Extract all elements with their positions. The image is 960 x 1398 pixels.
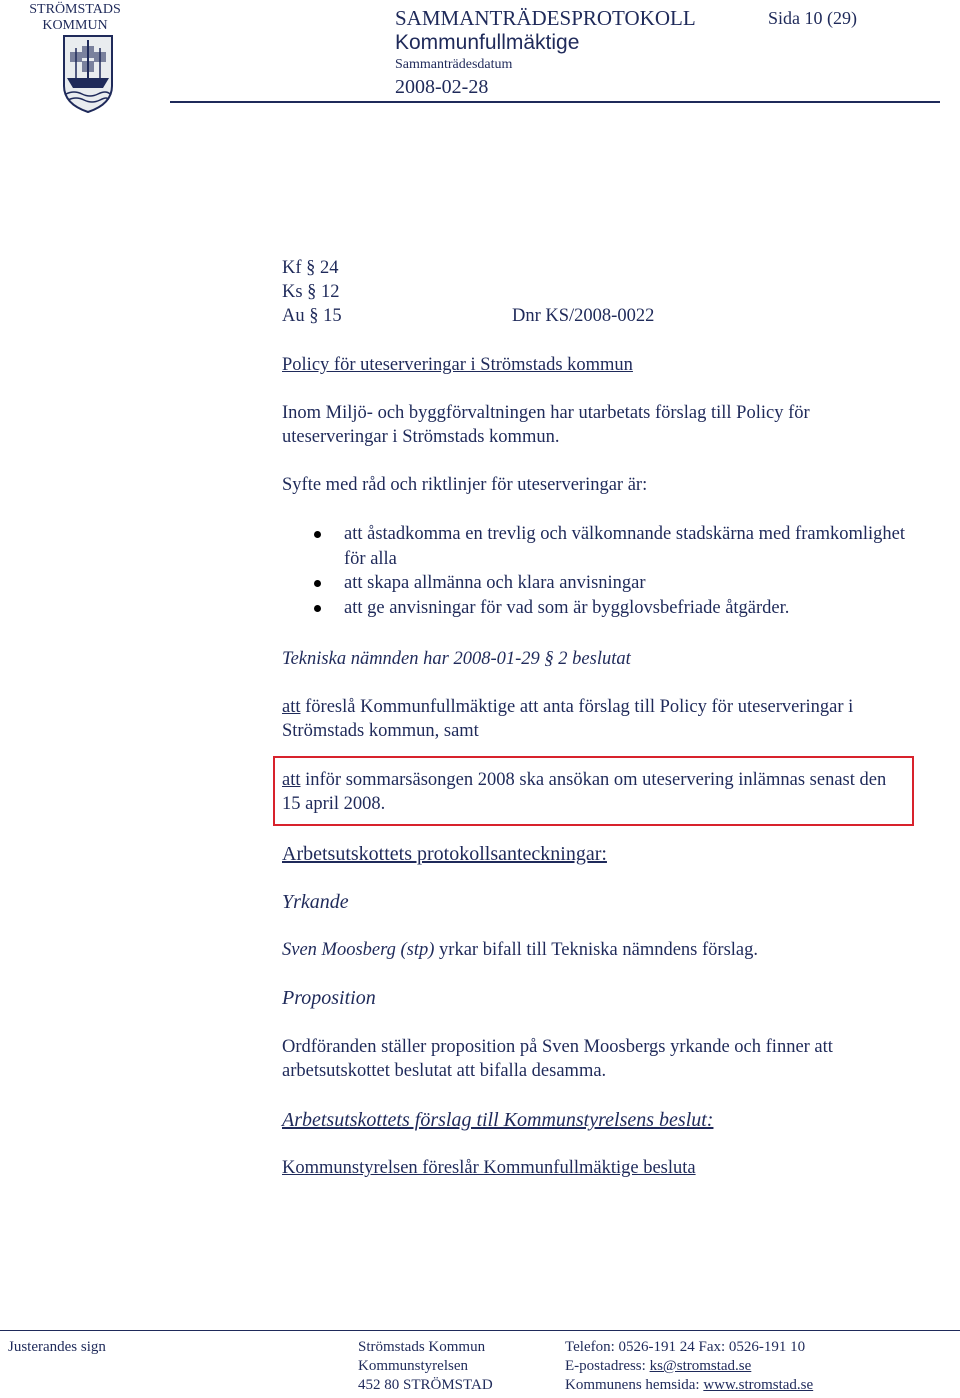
au-proposal-heading: Arbetsutskottets förslag till Kommunstyrelsens beslut: <box>282 1109 714 1131</box>
org-department: Kommunstyrelsen <box>358 1358 468 1374</box>
municipality-line-2: KOMMUN <box>42 18 108 33</box>
list-item: att åstadkomma en trevlig och välkomnande stadskärna med framkomlighet för alla <box>282 522 922 571</box>
diary-number: Dnr KS/2008-0022 <box>512 306 655 326</box>
purpose-list <box>282 522 922 620</box>
proposal-paragraph-2: att inför sommarsäsongen 2008 ska ansökan om uteservering inlämnas senast den 15 april 2008. <box>282 770 887 814</box>
ref-ks: Ks § 12 <box>282 282 340 302</box>
bullet-icon <box>314 605 321 612</box>
proposition-heading: Proposition <box>282 987 376 1009</box>
website-line: Kommunens hemsida: www.stromstad.se <box>565 1377 814 1393</box>
header-divider <box>170 101 940 103</box>
crest-logo-icon <box>62 34 114 114</box>
yrkande-person: Sven Moosberg (stp) <box>282 940 435 960</box>
yrkande-heading: Yrkande <box>282 891 349 913</box>
list-item: att skapa allmänna och klara anvisningar <box>282 571 922 596</box>
org-name: Strömstads Kommun <box>358 1339 486 1355</box>
municipality-name <box>0 2 150 34</box>
intro-paragraph: Inom Miljö- och byggförvaltningen har utarbetats förslag till Policy för uteserveringar i Strömstads kommun. <box>282 403 810 447</box>
att-keyword: att <box>282 697 301 717</box>
ref-au: Au § 15 <box>282 306 342 326</box>
purpose-lead: Syfte med råd och riktlinjer för uteserveringar är: <box>282 475 648 495</box>
body-name: Kommunfullmäktige <box>395 31 580 54</box>
email-link[interactable]: ks@stromstad.se <box>649 1358 752 1374</box>
municipality-line-1: STRÖMSTADS <box>29 2 121 17</box>
yrkande-paragraph: Sven Moosberg (stp) yrkar bifall till Tekniska nämndens förslag. <box>282 940 759 960</box>
tech-committee-decision: Tekniska nämnden har 2008-01-29 § 2 beslutat <box>282 649 631 669</box>
document-title: SAMMANTRÄDESPROTOKOLL <box>395 6 696 30</box>
footer-divider <box>0 1330 960 1331</box>
website-link[interactable]: www.stromstad.se <box>703 1377 814 1393</box>
signature-label: Justerandes sign <box>8 1339 106 1355</box>
proposition-paragraph: Ordföranden ställer proposition på Sven Moosbergs yrkande och finner att arbetsutskottet beslutat att bifalla desamma. <box>282 1037 833 1081</box>
email-line: E-postadress: ks@stromstad.se <box>565 1358 752 1374</box>
notes-heading: Arbetsutskottets protokollsanteckningar: <box>282 843 607 865</box>
meeting-date: 2008-02-28 <box>395 76 489 98</box>
att-keyword: att <box>282 770 301 790</box>
org-address: 452 80 STRÖMSTAD <box>358 1377 493 1393</box>
bullet-icon <box>314 580 321 587</box>
proposal-paragraph-1: att föreslå Kommunfullmäktige att anta förslag till Policy för uteserveringar i Strömstads kommun, samt <box>282 697 854 741</box>
page-number: Sida 10 (29) <box>768 8 857 28</box>
ref-kf: Kf § 24 <box>282 258 339 278</box>
list-item: att ge anvisningar för vad som är bygglovsbefriade åtgärder. <box>282 596 922 621</box>
date-label: Sammanträdesdatum <box>395 57 513 72</box>
bullet-icon <box>314 531 321 538</box>
ks-proposal-line: Kommunstyrelsen föreslår Kommunfullmäktige besluta <box>282 1158 696 1178</box>
phone-fax: Telefon: 0526-191 24 Fax: 0526-191 10 <box>565 1339 806 1355</box>
subject-title: Policy för uteserveringar i Strömstads kommun <box>282 355 633 375</box>
